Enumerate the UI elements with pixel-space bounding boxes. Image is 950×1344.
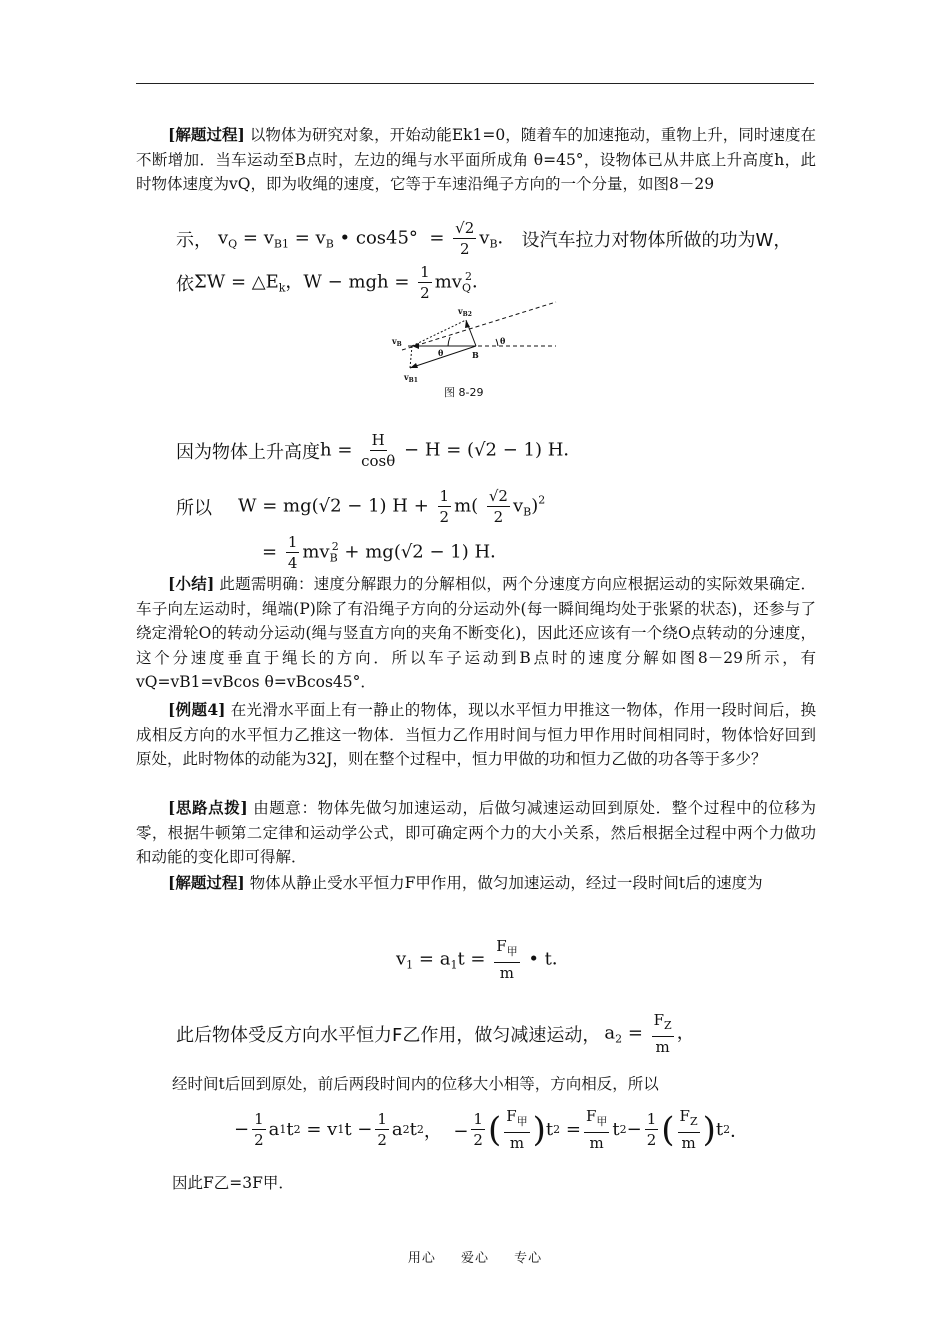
eq6-lead: 此后物体受反方向水平恒力F乙作用，做匀减速运动， xyxy=(176,1024,601,1046)
equation-work-energy xyxy=(176,262,490,303)
solution-text-2: 物体从静止受水平恒力F甲作用，做匀加速运动，经过一段时间t后的速度为 xyxy=(249,874,763,892)
summary-text: 此题需明确：速度分解跟力的分解相似，两个分速度方向应根据运动的实际效果确定．车子向左运动时，绳端(P)除了有沿绳子方向的分运动外(每一瞬间绳均处于张紧的状态)，还参与了绕定滑轮O的转动分运动(绳与竖直方向的夹角不断变化)，因此还应该有一个绕O点转动的分速度，这个分速度垂直于绳长的方向．所以车子运动到B点时的速度分解如图8－29所示，有 vQ=vB1=vBcos θ=vBcos45°． xyxy=(136,575,816,691)
displacement-sentence: 经时间t后回到原处，前后两段时间内的位移大小相等，方向相反，所以 xyxy=(172,1075,659,1093)
equation-height xyxy=(176,430,581,471)
label-theta-2: θ xyxy=(500,336,506,346)
summary-tag: [小结] xyxy=(168,574,215,593)
equation-work-line1 xyxy=(176,486,545,527)
eq5-expr: $v_1 = a_1t$ = $\frac{F_甲}{m}$ • t． xyxy=(396,937,570,982)
solution-text: 以物体为研究对象，开始动能Ek1=0，随着车的加速拖动，重物上升，同时速度在不断增加．当车运动至B点时，左边的绳与水平面所成角 θ=45°，设物体已从井底上升高度h，此时物体速度为vQ，即为收绳的速度，它等于车速沿绳子方向的一个分量，如图8－29 xyxy=(136,126,816,193)
conclusion-sentence: 因此F乙=3F甲． xyxy=(172,1174,294,1192)
eq2-expr: $\Sigma W = \triangle E_k$，W − mgh = $\frac{1}{2}$ $mv_Q^2$． xyxy=(194,263,490,302)
eq4-lead: 所以 xyxy=(176,497,212,519)
eq4-expr2: = $\frac{1}{4}$ $mv_B^2 + mg(√2 - 1)$ H． xyxy=(262,533,509,572)
header-rule xyxy=(136,83,814,84)
equation-v1 xyxy=(396,936,570,983)
eq6-expr: $a_2$ = $\frac{F_Z}{m}$ ， xyxy=(604,1011,695,1056)
example-tag: [例题4] xyxy=(168,700,226,719)
equation-vq xyxy=(176,218,791,259)
solution-paragraph-1 xyxy=(136,123,816,197)
page-footer: 用心 爱心 专心 xyxy=(407,1251,543,1266)
eq1-tail: 设汽车拉力对物体所做的功为W， xyxy=(521,229,792,251)
eq3-expr: h = $\frac{H}{\cos\theta}$ − H = (√2 − 1) H． xyxy=(320,431,582,470)
summary-paragraph xyxy=(136,572,816,695)
eq7-expr: − $\frac{1}{2}$ a 1 t 2 = v 1 t − $\frac{1}{2}$ a 2 t 2 ， − $\frac{1}{2}$ ( $\frac{F_甲}{m}$ ) t 2 = $\frac{F_甲}{m}$ t 2 − $\frac{1}{2}$ ( $\frac{F_Z}{m}$ ) t 2 ． xyxy=(234,1107,749,1152)
solution-tag-2: [解题过程] xyxy=(168,873,245,892)
solution-paragraph-2 xyxy=(136,871,816,896)
example-4-paragraph xyxy=(136,698,816,772)
equation-displacement xyxy=(234,1106,748,1153)
eq3-lead: 因为物体上升高度 xyxy=(176,441,320,463)
equation-work-line2 xyxy=(262,532,508,573)
eq1-expr: $v_Q = v_{B1} = v_B$ • cos45° = $\frac{√2}{2}$ $v_B$． xyxy=(218,219,516,258)
eq2-lead: 依 xyxy=(176,273,194,295)
figure-caption: 图 8-29 xyxy=(444,386,484,399)
label-theta-1: θ xyxy=(438,348,444,358)
hint-paragraph xyxy=(136,796,816,870)
hint-tag: [思路点拨] xyxy=(168,798,248,817)
eq1-lead: 示， xyxy=(176,229,212,251)
eq4-expr1: W = mg(√2 − 1) H + $\frac{1}{2}$ m( $\frac{√2}{2}$ $v_B)^2$ xyxy=(238,487,546,526)
label-vb1: $v_{B1}$ xyxy=(404,372,418,384)
example-text: 在光滑水平面上有一静止的物体，现以水平恒力甲推这一物体，作用一段时间后，换成相反方向的水平恒力乙推这一物体．当恒力乙作用时间与恒力甲作用时间相同时，物体恰好回到原处，此时物体的动能为32J，则在整个过程中，恒力甲做的功和恒力乙做的功各等于多少？ xyxy=(136,701,816,768)
hint-text: 由题意：物体先做匀加速运动，后做匀减速运动回到原处．整个过程中的位移为零，根据牛顿第二定律和运动学公式，即可确定两个力的大小关系，然后根据全过程中两个力做功和动能的变化即可得解． xyxy=(136,799,816,866)
label-vb: $v_B$ xyxy=(392,336,402,348)
label-point-b: B xyxy=(472,350,479,360)
equation-a2 xyxy=(176,1010,695,1057)
velocity-decomposition-figure xyxy=(388,300,560,404)
label-vb2: $v_{B2}$ xyxy=(458,306,472,318)
rope-dashed-line xyxy=(402,302,556,350)
solution-tag: [解题过程] xyxy=(168,125,245,144)
